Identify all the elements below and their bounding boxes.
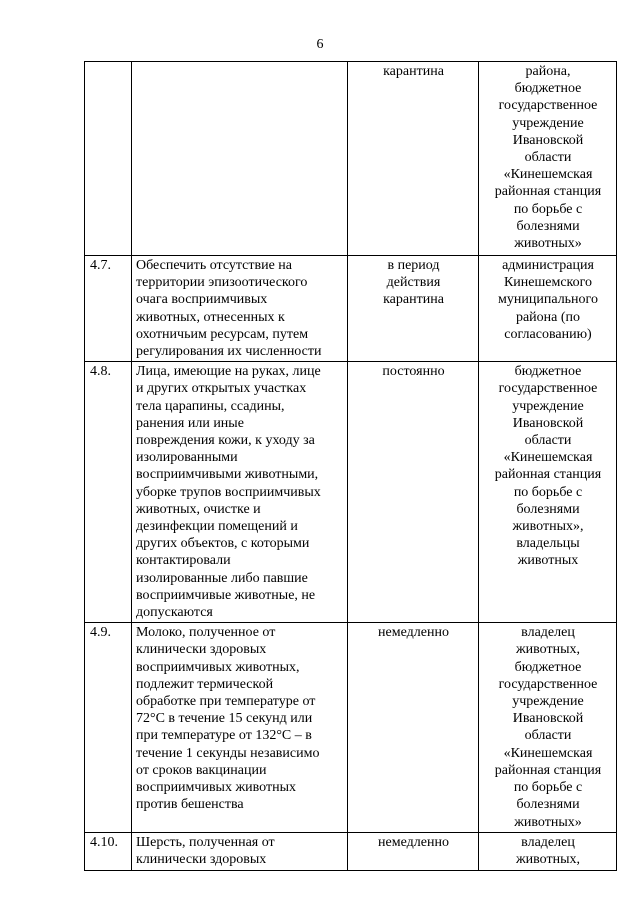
deadline-cell bbox=[348, 833, 479, 870]
measure-text: Лица, имеющие на руках, лице и других открытых участках тела царапины, ссадины, ранения или иные повреждения кожи, к уходу за изолированными восприимчивыми животными, уборке трупов восприимчивых животных, очистке и дезинфекции помещений и других объектов, с которыми контактировали изолированные либо павшие восприимчивые животные, не допускаются bbox=[136, 364, 321, 621]
responsible-text: владелец животных, бюджетное государственное учреждение Ивановской области «Кинешемская районная станция по борьбе с болезнями животных» bbox=[494, 625, 602, 830]
measure-cell bbox=[132, 623, 348, 833]
deadline-cell bbox=[348, 62, 479, 256]
table-row bbox=[85, 62, 617, 256]
measure-cell bbox=[132, 62, 348, 256]
row-number-cell bbox=[85, 256, 132, 362]
measure-text: Шерсть, полученная от клинически здоровых bbox=[136, 835, 275, 868]
row-number-cell bbox=[85, 362, 132, 623]
measure-text: Молоко, полученное от клинически здоровых восприимчивых животных, подлежит термической обработке при температуре от 72°С в течение 15 секунд или при температуре от 132°С – в течение 1 секунды независимо от сроков вакцинации восприимчивых животных против бешенства bbox=[136, 625, 320, 813]
measure-text: Обеспечить отсутствие на территории эпизоотического очага восприимчивых животных, отнесенных к охотничьим ресурсам, путем регулирования их численности bbox=[136, 258, 322, 360]
deadline-text: карантина bbox=[383, 64, 444, 79]
measure-cell bbox=[132, 833, 348, 870]
deadline-cell bbox=[348, 256, 479, 362]
row-number-cell bbox=[85, 623, 132, 833]
row-number-cell bbox=[85, 62, 132, 256]
responsible-text: района, бюджетное государственное учреждение Ивановской области «Кинешемская районная станция по борьбе с болезнями животных» bbox=[494, 64, 602, 252]
responsible-cell bbox=[479, 362, 617, 623]
row-number: 4.8. bbox=[90, 364, 111, 380]
table-row bbox=[85, 362, 617, 623]
table-row bbox=[85, 256, 617, 362]
row-number-cell bbox=[85, 833, 132, 870]
measures-table bbox=[84, 61, 617, 871]
responsible-text: бюджетное государственное учреждение Ивановской области «Кинешемская районная станция по борьбе с болезнями животных», владельцы животных bbox=[494, 364, 602, 569]
row-number: 4.9. bbox=[90, 625, 111, 641]
responsible-text: владелец животных, bbox=[515, 835, 580, 868]
responsible-cell bbox=[479, 623, 617, 833]
deadline-cell bbox=[348, 623, 479, 833]
row-number: 4.7. bbox=[90, 258, 111, 273]
responsible-cell bbox=[479, 256, 617, 362]
measure-cell bbox=[132, 362, 348, 623]
measure-cell bbox=[132, 256, 348, 362]
deadline-text: немедленно bbox=[378, 835, 449, 851]
responsible-cell bbox=[479, 62, 617, 256]
table-row bbox=[85, 833, 617, 870]
responsible-text: администрация Кинешемского муниципального района (по согласованию) bbox=[498, 258, 598, 342]
responsible-cell bbox=[479, 833, 617, 870]
page-number: 6 bbox=[316, 37, 324, 52]
deadline-cell bbox=[348, 362, 479, 623]
deadline-text: в период действия карантина bbox=[383, 258, 444, 308]
table-row bbox=[85, 623, 617, 833]
row-number: 4.10. bbox=[90, 835, 118, 851]
deadline-text: немедленно bbox=[378, 625, 449, 641]
deadline-text: постоянно bbox=[382, 364, 445, 380]
